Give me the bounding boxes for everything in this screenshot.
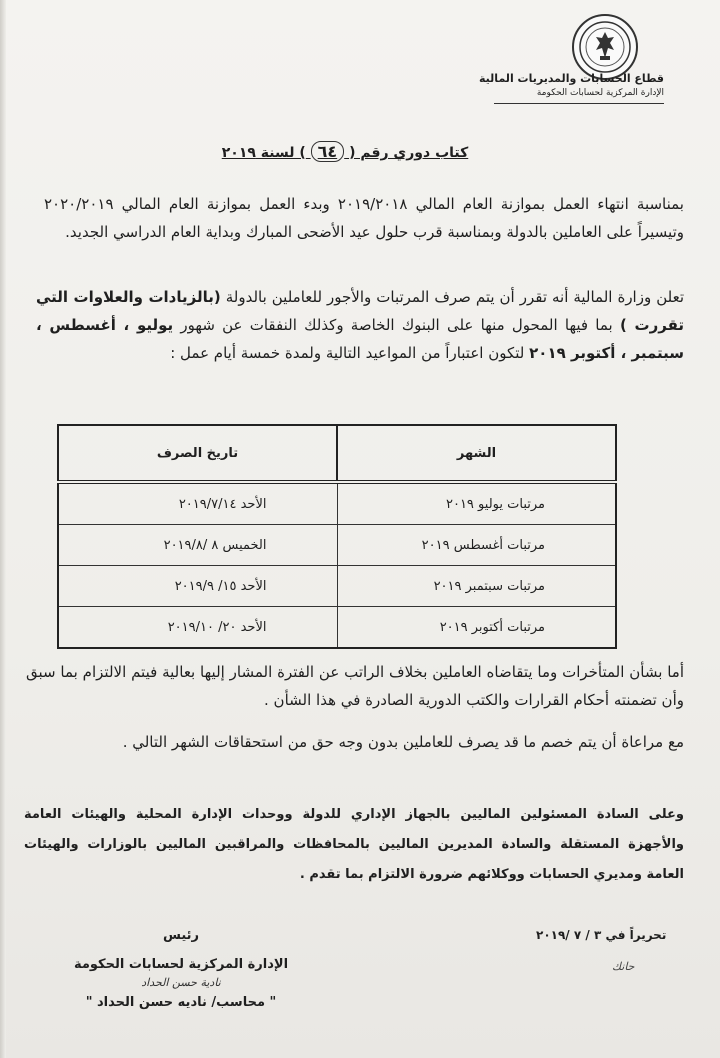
circular-number: ٦٤ (311, 141, 345, 162)
table-row (58, 482, 616, 525)
ministry-emblem-icon (572, 14, 638, 80)
row-pay-date: الأحد ٢٠١٩/٧/١٤ (58, 482, 337, 525)
handwritten-initial: حانك (612, 960, 635, 973)
paragraph-intro: بمناسبة انتهاء العمل بموازنة العام المالي ٢٠١٩/٢٠١٨ وبدء العمل بموازنة العام المالي ٢٠٢٠/٢٠١٩ وتيسيراً على العاملين بالدولة وبمناسبة قرب حلول عيد الأضحى المبارك وبداية العام الدراسي الجديد. (44, 195, 684, 241)
sector-name: قطاع الحسابات والمديريات المالية (479, 72, 664, 85)
row-month: مرتبات سبتمبر ٢٠١٩ (337, 566, 616, 607)
row-pay-date: الخميس ٨ /٢٠١٩/٨ (58, 525, 337, 566)
row-month: مرتبات أكتوبر ٢٠١٩ (337, 607, 616, 649)
announcement-raises: (بالزيادات والعلاوات التي تقررت ) (36, 288, 685, 334)
header-divider (494, 103, 664, 104)
announcement-text-c: بما فيها المحول منها على البنوك الخاصة وكذلك النفقات عن شهور (180, 316, 613, 334)
letterhead (479, 72, 664, 104)
table-row (58, 607, 616, 649)
paragraph-deduction: مع مراعاة أن يتم خصم ما قد يصرف للعاملين بدون وجه حق من استحقاقات الشهر التالي . (122, 733, 684, 751)
issue-date: تحريراً في ٣ / ٧ /٢٠١٩ (536, 928, 667, 942)
paragraph-compliance: وعلى السادة المسئولين الماليين بالجهاز الإداري للدولة ووحدات الإدارة المحلية والهيئات العامة والأجهزة المستقلة والسادة المديرين الماليين بالمحافظات والمراقبين الماليين بالوزارات والهيئات العامة ومديري الحسابات ووكلائهم ضرورة الالتزام بما تقدم . (24, 807, 684, 882)
header-month: الشهر (337, 425, 616, 482)
page-fold-shadow (0, 0, 6, 1058)
row-month: مرتبات يوليو ٢٠١٩ (337, 482, 616, 525)
signatory-role: رئيس (162, 928, 200, 943)
title-prefix: كتاب دوري رقم ( (349, 145, 469, 161)
announcement-text-a: تعلن وزارة المالية أنه تقرر أن يتم صرف المرتبات والأجور للعاملين بالدولة (225, 288, 684, 306)
title-suffix: ) لسنة ٢٠١٩ (221, 145, 306, 161)
row-pay-date: الأحد ٢٠/ ٢٠١٩/١٠ (58, 607, 337, 649)
row-month: مرتبات أغسطس ٢٠١٩ (337, 525, 616, 566)
handwritten-signature: نادية حسن الحداد (141, 976, 221, 989)
department-name: الإدارة المركزية لحسابات الحكومة (536, 87, 664, 98)
paragraph-announcement (36, 283, 684, 367)
signatory-name: " محاسب/ ناديه حسن الحداد " (85, 995, 277, 1010)
header-pay-date: تاريخ الصرف (58, 425, 337, 482)
row-pay-date: الأحد ١٥/ ٢٠١٩/٩ (58, 566, 337, 607)
table-row (58, 525, 616, 566)
signature-block (66, 928, 296, 1010)
circular-title (215, 142, 475, 161)
announcement-text-e: لتكون اعتباراً من المواعيد التالية ولمدة خمسة أيام عمل : (170, 344, 525, 362)
paragraph-arrears: أما بشأن المتأخرات وما يتقاضاه العاملين بخلاف الراتب عن الفترة المشار إليها بعالية فيتم الالتزام بما سبق وأن تضمنته أحكام القرارات والكتب الدورية الصادرة في هذا الشأن . (26, 663, 684, 709)
table-row (58, 566, 616, 607)
signatory-org: الإدارة المركزية لحسابات الحكومة (73, 957, 289, 972)
table-header-row (58, 425, 616, 482)
payment-schedule-table (57, 424, 617, 649)
announcement-months: يوليو ، أغسطس ، سبتمبر ، أكتوبر ٢٠١٩ (36, 316, 684, 362)
